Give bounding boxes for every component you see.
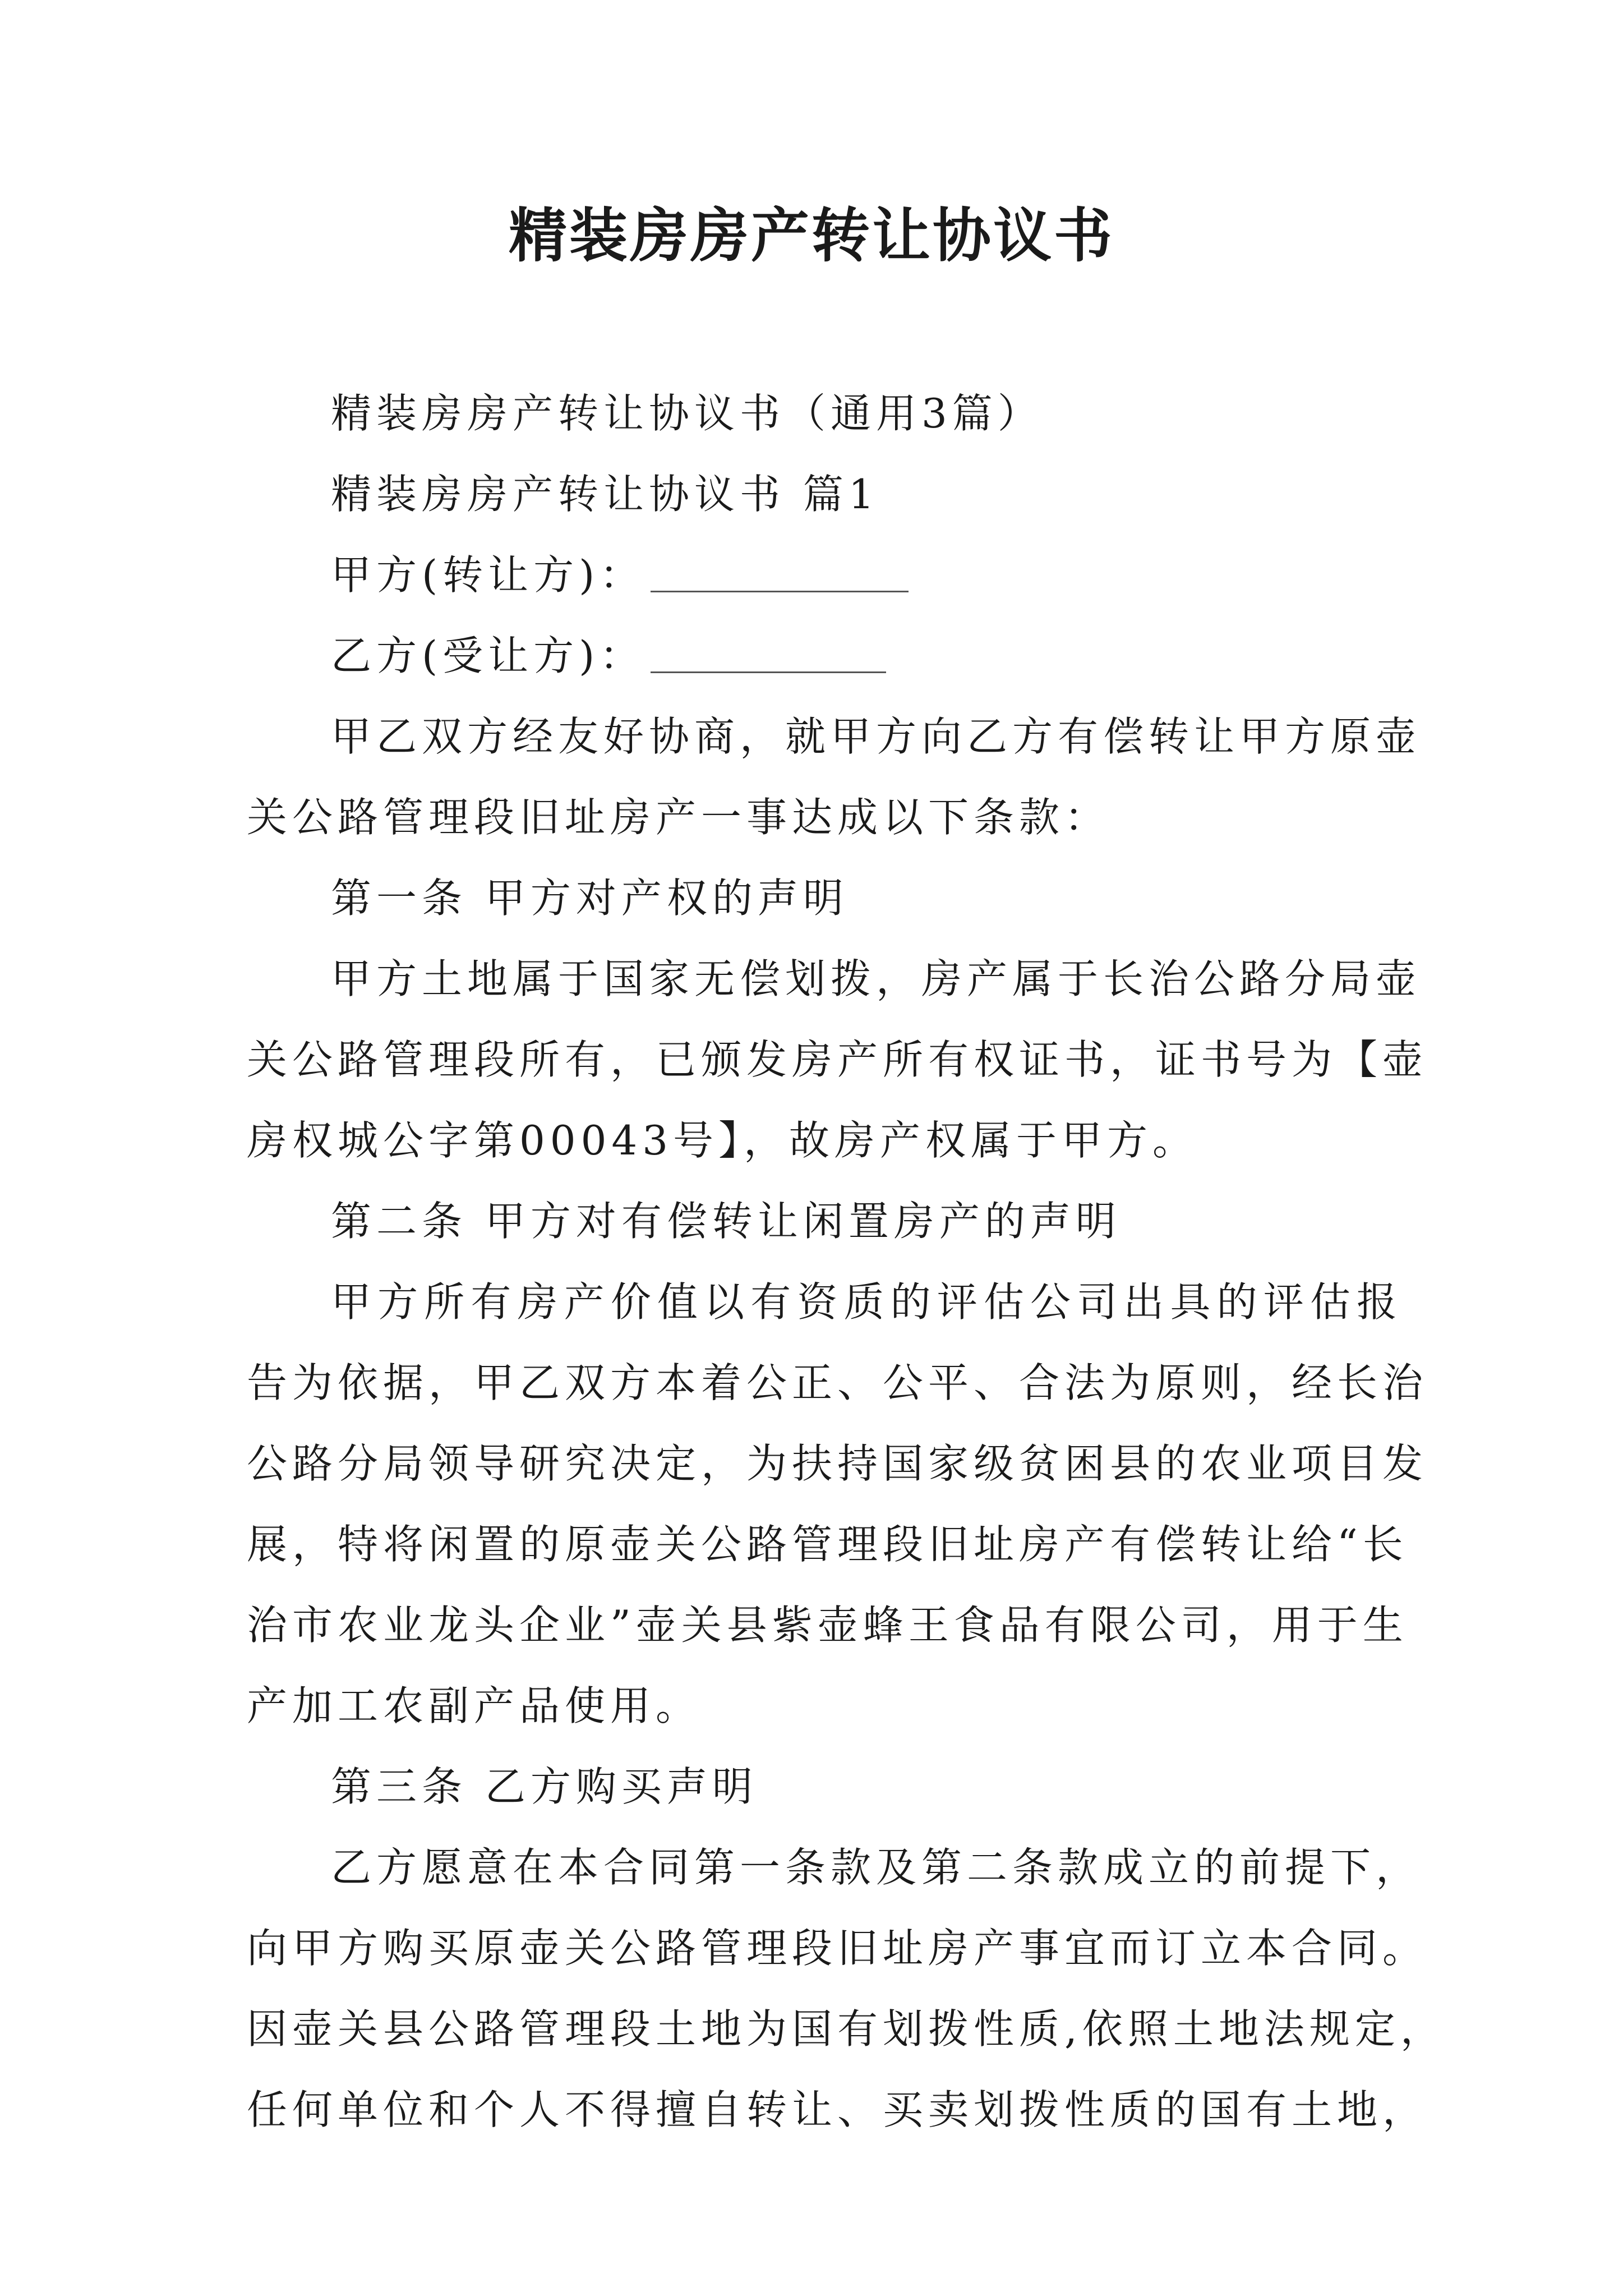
- paragraph-line: 房权城公字第00043号】，故房产权属于甲方。: [247, 1117, 1198, 1164]
- paragraph-line: 产加工农副产品使用。: [247, 1682, 702, 1729]
- article3-title: 第三条 乙方购买声明: [331, 1763, 758, 1810]
- article1-title: 第一条 甲方对产权的声明: [331, 875, 849, 922]
- paragraph-line: 任何单位和个人不得擅自转让、买卖划拨性质的国有土地，: [247, 2086, 1428, 2133]
- paragraph-line: 展，特将闲置的原壶关公路管理段旧址房产有偿转让给“长: [247, 1521, 1408, 1568]
- document-body: [247, 373, 1446, 2150]
- paragraph-line: 关公路管理段所有，已颁发房产所有权证书，证书号为【壶: [247, 1036, 1428, 1083]
- document-title: 精装房房产转让协议书: [508, 201, 1114, 270]
- party-a-label: 甲方(转让方)：: [331, 551, 645, 599]
- paragraph-line: 甲方土地属于国家无偿划拨，房产属于长治公路分局壶: [331, 955, 1422, 1002]
- party-a-blank: [651, 550, 909, 592]
- paragraph-line: 甲乙双方经友好协商，就甲方向乙方有偿转让甲方原壶: [331, 713, 1422, 760]
- paragraph-line: 关公路管理段旧址房产一事达成以下条款：: [247, 794, 1110, 841]
- article3-paragraph: [247, 1827, 1446, 2150]
- paragraph-line: 向甲方购买原壶关公路管理段旧址房产事宜而订立本合同。: [247, 1925, 1428, 1972]
- article1-paragraph: [247, 938, 1428, 1181]
- party-a-line: [247, 535, 1402, 615]
- paragraph-line: 治市农业龙头企业”壶关县紫壶蜂王食品有限公司，用于生: [247, 1602, 1408, 1649]
- article2-paragraph: [247, 1262, 1428, 1746]
- party-b-label: 乙方(受让方)：: [331, 632, 645, 679]
- article2-title: 第二条 甲方对有偿转让闲置房产的声明: [331, 1198, 1121, 1245]
- paragraph-line: 告为依据，甲乙双方本着公正、公平、合法为原则，经长治: [247, 1359, 1428, 1406]
- paragraph-line: 公路分局领导研究决定，为扶持国家级贫困县的农业项目发: [247, 1440, 1428, 1487]
- party-b-line: [247, 615, 1402, 696]
- paragraph-line: 因壶关县公路管理段土地为国有划拨性质,依照土地法规定，: [247, 2005, 1446, 2053]
- heading-general: 精装房房产转让协议书（通用3篇）: [331, 390, 1043, 437]
- party-b-blank: [651, 631, 886, 673]
- paragraph-line: 乙方愿意在本合同第一条款及第二条款成立的前提下，: [331, 1844, 1422, 1891]
- heading-part: 精装房房产转让协议书 篇1: [331, 471, 879, 518]
- intro-paragraph: [247, 696, 1422, 858]
- paragraph-line: 甲方所有房产价值以有资质的评估公司出具的评估报: [331, 1278, 1402, 1326]
